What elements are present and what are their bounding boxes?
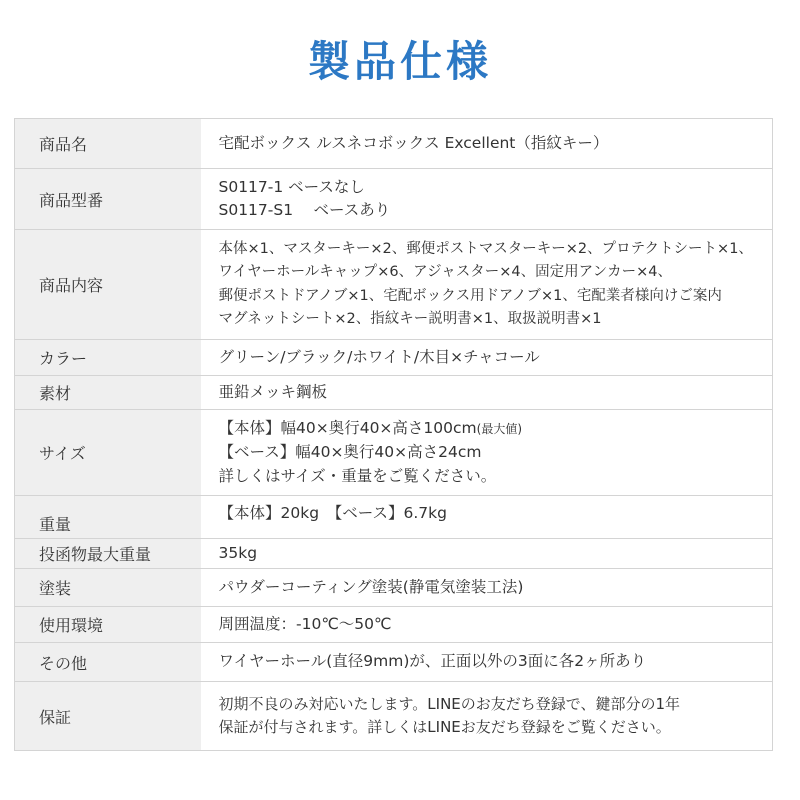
spec-value xyxy=(201,496,773,539)
spec-value-line: グリーン/ブラック/ホワイト/木目×チャコール xyxy=(218,347,540,366)
spec-value-line: 詳しくはサイズ・重量をご覧ください。 xyxy=(218,466,497,485)
spec-value-line: マグネットシート×2、指紋キー説明書×1、取扱説明書×1 xyxy=(218,311,602,327)
spec-row-material xyxy=(15,376,773,410)
spec-label: 重量 xyxy=(15,496,201,539)
spec-label: 商品型番 xyxy=(15,169,201,230)
spec-label: その他 xyxy=(15,643,201,682)
spec-row-environment xyxy=(15,607,773,643)
spec-row-coating xyxy=(15,569,773,607)
spec-label: 塗装 xyxy=(15,569,201,607)
spec-value-line: 宅配ボックス ルスネコボックス Excellent（指紋キー） xyxy=(218,133,609,152)
spec-value-line: ワイヤーホールキャップ×6、アジャスター×4、固定用アンカー×4、 xyxy=(218,264,672,280)
spec-row-size xyxy=(15,410,773,496)
size-max-note: (最大値) xyxy=(476,421,523,436)
spec-value-line: 35kg xyxy=(218,543,258,562)
spec-value xyxy=(201,682,773,751)
spec-value-line: 本体×1、マスターキー×2、郵便ポストマスターキー×2、プロテクトシート×1、 xyxy=(218,240,753,257)
spec-value-line: 郵便ポストドアノブ×1、宅配ボックス用ドアノブ×1、宅配業者様向けご案内 xyxy=(218,287,722,304)
spec-row-other xyxy=(15,643,773,682)
spec-label: カラー xyxy=(15,340,201,376)
spec-row-contents xyxy=(15,230,773,340)
spec-label: 商品名 xyxy=(15,119,201,169)
spec-row-warranty xyxy=(15,682,773,751)
spec-value xyxy=(201,539,773,569)
spec-row-weight xyxy=(15,496,773,539)
spec-value xyxy=(201,607,773,643)
spec-row-model-number xyxy=(15,169,773,230)
spec-value-line xyxy=(219,417,767,442)
spec-value-line: 【ベース】幅40×奥行40×高さ24cm xyxy=(218,443,482,462)
spec-value-line: 亜鉛メッキ鋼板 xyxy=(218,382,328,401)
spec-table xyxy=(14,118,773,751)
spec-label: 素材 xyxy=(15,376,201,410)
spec-value xyxy=(201,169,773,230)
spec-row-max-mail-weight xyxy=(15,539,773,569)
spec-label: サイズ xyxy=(15,410,201,496)
size-body-text: 【本体】幅40×奥行40×高さ100cm xyxy=(218,418,477,437)
spec-value xyxy=(201,230,773,340)
spec-value-line: 周囲温度：-10℃～50℃ xyxy=(218,614,392,633)
spec-value-line: 初期不良のみ対応いたします。LINEのお友だち登録で、鍵部分の1年 xyxy=(218,694,681,713)
spec-label: 商品内容 xyxy=(15,230,201,340)
spec-value-line: S0117-1 ベースなし xyxy=(218,177,365,196)
spec-value xyxy=(201,410,773,496)
page-title: 製品仕様 xyxy=(307,37,492,86)
spec-label: 投函物最大重量 xyxy=(15,539,201,569)
spec-label: 使用環境 xyxy=(15,607,201,643)
spec-row-color xyxy=(15,340,773,376)
spec-value-line: パウダーコーティング塗装(静電気塗装工法) xyxy=(218,577,524,596)
spec-value-line: 保証が付与されます。詳しくはLINEお友だち登録をご覧ください。 xyxy=(218,718,671,736)
spec-value xyxy=(201,340,773,376)
spec-value xyxy=(201,569,773,607)
spec-label: 保証 xyxy=(15,682,201,751)
spec-value-line: ワイヤーホール(直径9mm)が、正面以外の3面に各2ヶ所あり xyxy=(218,652,647,671)
spec-row-product-name xyxy=(15,119,773,169)
spec-value xyxy=(201,376,773,410)
spec-value-line: S0117-S1 ベースあり xyxy=(218,201,391,219)
spec-value xyxy=(201,643,773,682)
spec-value xyxy=(201,119,773,169)
spec-value-line: 【本体】20kg 【ベース】6.7kg xyxy=(218,504,447,522)
